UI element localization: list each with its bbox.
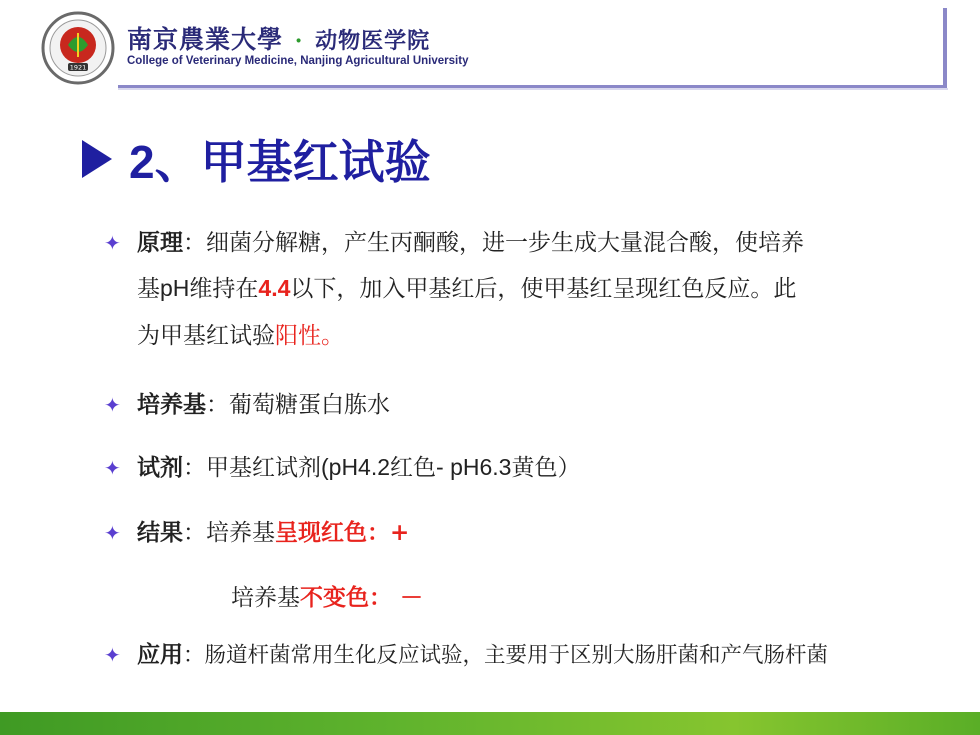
reagent-text-d: - pH6.3 <box>436 454 512 480</box>
result-label: 结果 <box>137 519 183 546</box>
bullet-star-icon: ✦ <box>104 521 121 545</box>
medium-colon: ： <box>206 392 229 418</box>
header-bracket-divider <box>943 8 947 88</box>
principle-text-1: 细菌分解糖，产生丙酮酸，进一步生成大量混合酸，使培养 <box>206 230 804 256</box>
application-colon: ： <box>183 643 205 668</box>
application-text: 肠道杆菌常用生化反应试验，主要用于区别大肠肝菌和产气肠杆菌 <box>204 643 829 668</box>
principle-line-3 <box>137 325 344 348</box>
reagent-text-c: 红色 <box>390 455 437 481</box>
result-line-negative <box>231 586 423 610</box>
reagent-text-a: 甲基红试剂 <box>206 455 321 481</box>
bullet-star-icon: ✦ <box>104 393 121 417</box>
medium-text: 葡萄糖蛋白胨水 <box>229 392 390 418</box>
slide-title <box>82 126 431 192</box>
application-line <box>137 643 828 667</box>
principle-ph-value: 4.4 <box>258 275 291 301</box>
result-positive-medium: 培养基 <box>206 520 275 546</box>
result-colon: ： <box>183 520 206 546</box>
result-positive-text: 呈现红色：+ <box>275 519 410 546</box>
bullet-star-icon: ✦ <box>104 643 121 667</box>
reagent-line <box>137 456 580 480</box>
university-logo-icon <box>41 11 115 85</box>
footer-green-bar <box>0 712 980 735</box>
title-number: 2、 <box>129 136 201 188</box>
principle-line-1 <box>137 231 804 255</box>
reagent-text-e: 黄色） <box>511 455 581 481</box>
bullet-star-icon: ✦ <box>104 456 121 480</box>
college-name-cn: 动物医学院 <box>315 28 431 54</box>
result-negative-text: 不变色： － <box>300 584 424 611</box>
header-underline-shadow <box>118 88 948 90</box>
college-name-en: College of Veterinary Medicine, Nanjing Agricultural University <box>127 55 469 67</box>
reagent-label: 试剂 <box>137 454 183 481</box>
principle-ph: pH <box>160 275 190 301</box>
principle-text-3a: 为甲基红试验 <box>137 323 275 349</box>
medium-label: 培养基 <box>137 391 206 418</box>
result-negative-medium: 培养基 <box>231 585 300 611</box>
medium-line <box>137 393 390 417</box>
application-label: 应用 <box>137 641 183 668</box>
header-separator: · <box>294 28 304 54</box>
title-arrow-icon <box>82 140 112 178</box>
university-name-cn: 南京農業大學 <box>127 25 284 54</box>
slide-header <box>0 0 980 92</box>
principle-label: 原理 <box>137 229 183 256</box>
reagent-colon: ： <box>183 455 206 481</box>
title-text: 甲基红试验 <box>200 135 431 189</box>
principle-text-2a: 基 <box>137 276 160 302</box>
logo-year: 1921 <box>69 63 87 72</box>
principle-text-2b: 维持在 <box>189 276 259 302</box>
principle-text-2c: 以下，加入甲基红后，使甲基红呈现红色反应。此 <box>290 276 797 302</box>
reagent-text-b: (pH4.2 <box>321 454 391 480</box>
result-line-positive <box>137 521 409 545</box>
principle-colon: ： <box>183 230 206 256</box>
principle-positive: 阳性。 <box>275 323 344 349</box>
header-chinese-title <box>127 20 430 56</box>
principle-line-2 <box>137 277 796 301</box>
bullet-star-icon: ✦ <box>104 231 121 255</box>
